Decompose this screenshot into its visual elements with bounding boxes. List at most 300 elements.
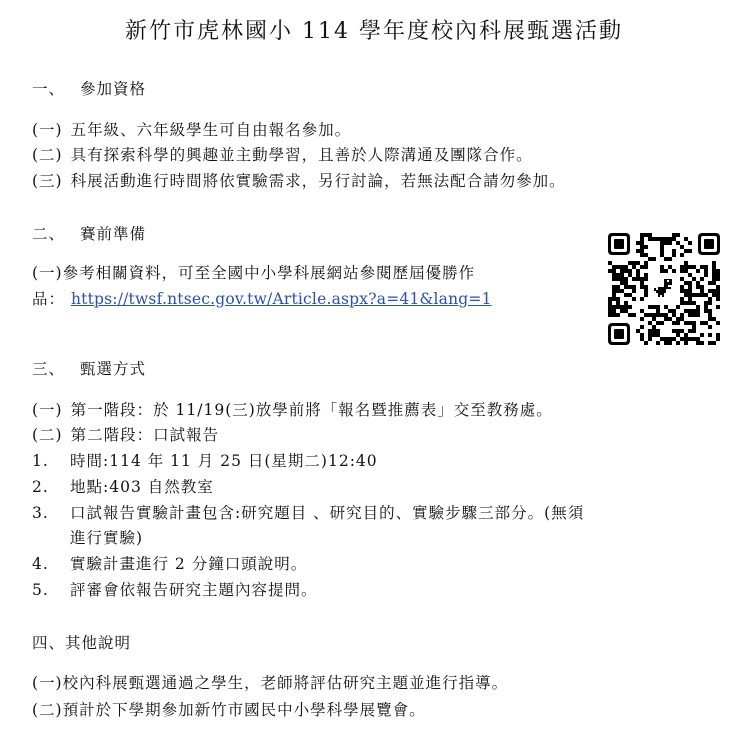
qr-module [696,341,700,345]
qr-module [632,289,636,293]
qr-module [644,273,648,277]
qr-module [644,233,648,237]
qr-module [624,269,628,273]
qr-module [668,257,672,261]
qr-module [708,289,712,293]
qr-module [664,269,668,273]
step-item: 4. 實驗計畫進行 2 分鐘口頭說明。 [32,555,308,573]
qr-module [672,337,676,341]
qr-module [700,285,704,289]
qr-module [688,265,692,269]
qr-module [708,309,712,313]
qr-module [628,269,632,273]
qr-module [668,341,672,345]
qr-module [624,265,628,269]
qr-module [660,265,664,269]
step-item: 2. 地點:403 自然教室 [32,478,214,496]
qr-module [692,313,696,317]
qr-module [716,297,720,301]
qr-module [716,277,720,281]
qr-module [672,313,676,317]
qr-module [672,237,676,241]
qr-module [708,341,712,345]
qr-module [688,297,692,301]
qr-module [684,309,688,313]
eligibility-item-2: (二) 具有探索科學的興趣並主動學習，且善於人際溝通及團隊合作。 [32,146,533,164]
qr-module [644,341,648,345]
qr-module [648,321,652,325]
qr-module [692,265,696,269]
qr-module [636,269,640,273]
qr-module [620,273,624,277]
qr-module [612,265,616,269]
qr-module [708,317,712,321]
qr-module [648,233,652,237]
qr-module [676,321,680,325]
qr-module [624,309,628,313]
qr-module [704,309,708,313]
qr-module [716,273,720,277]
qr-module [648,257,652,261]
qr-module [712,289,716,293]
qr-module [640,317,644,321]
qr-module [696,313,700,317]
qr-module [612,293,616,297]
qr-module [620,305,624,309]
step-item: 1. 時間:114 年 11 月 25 日(星期二)12:40 [32,452,378,470]
qr-module [708,301,712,305]
qr-module [688,309,692,313]
qr-module [628,285,632,289]
qr-module [660,241,664,245]
qr-module [700,341,704,345]
qr-module [680,317,684,321]
eligibility-item-3: (三) 科展活動進行時間將依實驗需求，另行討論，若無法配合請勿參加。 [32,172,566,190]
qr-module [660,321,664,325]
qr-module [660,237,664,241]
qr-module [624,293,628,297]
qr-module [668,265,672,269]
qr-module [616,273,620,277]
qr-module [656,341,660,345]
qr-module [684,293,688,297]
qr-module [712,277,716,281]
qr-module [628,305,632,309]
qr-module [696,309,700,313]
qr-module [652,237,656,241]
qr-module [636,241,640,245]
qr-module [696,285,700,289]
qr-module [660,245,664,249]
section-1-heading [32,79,146,99]
qr-module [712,341,716,345]
qr-module [648,333,652,337]
qr-module [676,317,680,321]
qr-module [684,341,688,345]
qr-module [688,289,692,293]
qr-finder-top-right [698,233,720,255]
qr-module [688,249,692,253]
qr-module [636,261,640,265]
qr-module [660,313,664,317]
qr-finder-top-left [608,233,630,255]
qr-module [672,253,676,257]
qr-module [644,293,648,297]
qr-module [632,313,636,317]
qr-module [644,277,648,281]
qr-module [620,281,624,285]
qr-module [624,281,628,285]
qr-module [652,257,656,261]
section-3-heading [32,359,146,379]
qr-module [664,337,668,341]
qr-module [644,265,648,269]
selection-stage-2: (二) 第二階段：口試報告 [32,426,220,444]
qr-module [640,337,644,341]
qr-module [640,233,644,237]
dinosaur-icon [650,275,678,303]
qr-module [688,241,692,245]
section-2-number: 二、 [32,225,66,243]
qr-module [624,277,628,281]
qr-module [684,261,688,265]
qr-module [680,253,684,257]
qr-module [640,281,644,285]
qr-module [692,325,696,329]
qr-module [672,329,676,333]
qr-module [664,317,668,321]
qr-module [700,265,704,269]
qr-module [692,321,696,325]
qr-module [696,293,700,297]
qr-module [652,317,656,321]
qr-module [656,237,660,241]
qr-module [692,329,696,333]
qr-module [688,273,692,277]
qr-module [656,309,660,313]
qr-module [672,321,676,325]
qr-module [640,285,644,289]
qr-module [628,293,632,297]
qr-module [624,305,628,309]
qr-module [640,325,644,329]
qr-module [664,305,668,309]
step-item-continuation: 進行實驗) [70,529,144,547]
qr-module [664,257,668,261]
qr-module [608,313,612,317]
qr-module [640,245,644,249]
qr-module [680,269,684,273]
qr-module [640,265,644,269]
section-3-number: 三、 [32,360,66,378]
qr-module [620,277,624,281]
qr-module [652,325,656,329]
qr-module [708,333,712,337]
qr-module [648,313,652,317]
qr-module [612,313,616,317]
qr-module [712,281,716,285]
qr-module [656,329,660,333]
qr-module [668,241,672,245]
qr-module [636,249,640,253]
qr-module [684,249,688,253]
qr-module [712,269,716,273]
qr-module [680,337,684,341]
qr-module [636,273,640,277]
qr-module [704,305,708,309]
qr-module [608,309,612,313]
qr-module [716,293,720,297]
qr-module [632,265,636,269]
qr-module [644,253,648,257]
qr-module [608,305,612,309]
qr-module [640,333,644,337]
qr-module [612,289,616,293]
qr-module [716,269,720,273]
qr-module [640,241,644,245]
qr-module [664,237,668,241]
qr-module [612,309,616,313]
qr-module [660,337,664,341]
qr-module [712,273,716,277]
qr-module [644,313,648,317]
eligibility-item-1: (一) 五年級、六年級學生可自由報名參加。 [32,121,352,139]
qr-module [692,309,696,313]
qr-module [620,269,624,273]
qr-module [700,293,704,297]
qr-module [644,261,648,265]
qr-module [668,317,672,321]
qr-module [656,313,660,317]
qr-finder-bottom-left [608,323,630,345]
qr-module [668,337,672,341]
qr-module [684,269,688,273]
qr-module [680,301,684,305]
preparation-item-line-1: (一)參考相關資料，可至全國中小學科展網站參閱歷屆優勝作 [32,264,476,282]
qr-module [608,261,612,265]
qr-module [680,313,684,317]
qr-module [700,277,704,281]
qr-module [680,285,684,289]
qr-module [716,337,720,341]
qr-module [644,285,648,289]
qr-module [636,329,640,333]
qr-module [672,309,676,313]
qr-module [700,289,704,293]
preparation-item-line-2: 品： https://twsf.ntsec.gov.tw/Article.aspx?a=41&lang=1 [32,290,492,308]
qr-module [672,249,676,253]
qr-module [648,329,652,333]
qr-module [688,329,692,333]
twsf-link[interactable]: https://twsf.ntsec.gov.tw/Article.aspx?a=41&lang=1 [70,290,492,308]
qr-module [628,313,632,317]
qr-module [680,297,684,301]
qr-module [708,281,712,285]
qr-module [672,233,676,237]
qr-module [676,305,680,309]
qr-module [620,265,624,269]
qr-module [652,313,656,317]
qr-module [612,269,616,273]
step-item: 5. 評審會依報告研究主題內容提問。 [32,581,318,599]
qr-module [608,301,612,305]
qr-module [704,293,708,297]
qr-module [716,289,720,293]
qr-module [692,293,696,297]
qr-module [684,281,688,285]
qr-module [616,277,620,281]
qr-module [708,313,712,317]
qr-module [648,237,652,241]
qr-module [672,269,676,273]
qr-module [660,249,664,253]
qr-module [716,321,720,325]
qr-module [684,237,688,241]
qr-code-icon[interactable] [608,233,720,345]
qr-module [656,321,660,325]
qr-module [676,233,680,237]
qr-module [668,309,672,313]
qr-module [676,341,680,345]
section-2-heading [32,224,146,244]
qr-module [688,337,692,341]
qr-module [688,285,692,289]
qr-module [676,241,680,245]
qr-module [652,333,656,337]
qr-module [632,285,636,289]
qr-module [696,281,700,285]
qr-module [656,333,660,337]
qr-module [680,265,684,269]
section-1-title: 參加資格 [80,80,147,98]
qr-module [628,261,632,265]
qr-module [680,289,684,293]
qr-module [608,269,612,273]
qr-module [652,329,656,333]
qr-module [640,277,644,281]
step-item: 3. 口試報告實驗計畫包含:研究題目 、研究目的、實驗步驟三部分。(無須 [32,504,585,522]
qr-module [632,297,636,301]
qr-module [608,297,612,301]
qr-module [680,329,684,333]
qr-module [704,273,708,277]
qr-module [692,337,696,341]
qr-module [640,237,644,241]
qr-module [616,265,620,269]
section-3-title: 甄選方式 [80,360,147,378]
qr-module [712,293,716,297]
qr-module [688,321,692,325]
qr-module [628,273,632,277]
qr-module [716,285,720,289]
qr-module [704,321,708,325]
qr-module [612,297,616,301]
qr-module [684,333,688,337]
qr-module [624,285,628,289]
qr-module [712,265,716,269]
selection-stage-1: (一) 第一階段：於 11/19(三)放學前將「報名暨推薦表」交至教務處。 [32,401,553,419]
qr-module [652,305,656,309]
qr-module [676,329,680,333]
qr-module [700,321,704,325]
section-4-heading: 四、其他說明 [32,634,132,652]
qr-module [704,269,708,273]
qr-module [712,261,716,265]
other-item-1: (一)校內科展甄選通過之學生，老師將評估研究主題並進行指導。 [32,674,509,692]
section-1-number: 一、 [32,80,66,98]
qr-module [708,325,712,329]
qr-module [660,269,664,273]
qr-module [616,285,620,289]
qr-module [644,289,648,293]
qr-module [624,301,628,305]
qr-module [620,309,624,313]
qr-module [688,301,692,305]
qr-module [664,313,668,317]
qr-module [644,245,648,249]
qr-module [716,305,720,309]
qr-module [640,253,644,257]
qr-module [692,301,696,305]
qr-module [612,277,616,281]
qr-module [712,317,716,321]
qr-module [612,305,616,309]
qr-module [616,313,620,317]
qr-module [612,273,616,277]
qr-module [640,297,644,301]
qr-module [636,277,640,281]
qr-module [616,301,620,305]
qr-module [616,297,620,301]
qr-module [684,321,688,325]
qr-module [700,333,704,337]
qr-module [632,261,636,265]
qr-module [684,289,688,293]
qr-module [616,289,620,293]
qr-module [640,309,644,313]
qr-module [668,237,672,241]
qr-module [708,297,712,301]
qr-module [620,289,624,293]
qr-module [676,333,680,337]
qr-module [648,337,652,341]
qr-module [684,337,688,341]
qr-module [660,253,664,257]
page-title: 新竹市虎林國小 114 學年度校內科展甄選活動 [125,19,623,44]
qr-module [684,265,688,269]
qr-module [688,313,692,317]
qr-module [688,293,692,297]
qr-module [704,301,708,305]
qr-module [704,265,708,269]
qr-module [664,241,668,245]
qr-module [632,277,636,281]
qr-module [664,341,668,345]
qr-module [684,301,688,305]
qr-module [656,305,660,309]
qr-module [688,281,692,285]
qr-module [716,333,720,337]
other-item-2: (二)預計於下學期參加新竹市國民中小學科學展覽會。 [32,701,426,719]
qr-module [680,277,684,281]
qr-module [640,249,644,253]
qr-module [680,245,684,249]
qr-module [696,269,700,273]
qr-module [616,305,620,309]
qr-module [696,337,700,341]
qr-module [696,305,700,309]
section-2-title: 賽前準備 [80,225,147,243]
